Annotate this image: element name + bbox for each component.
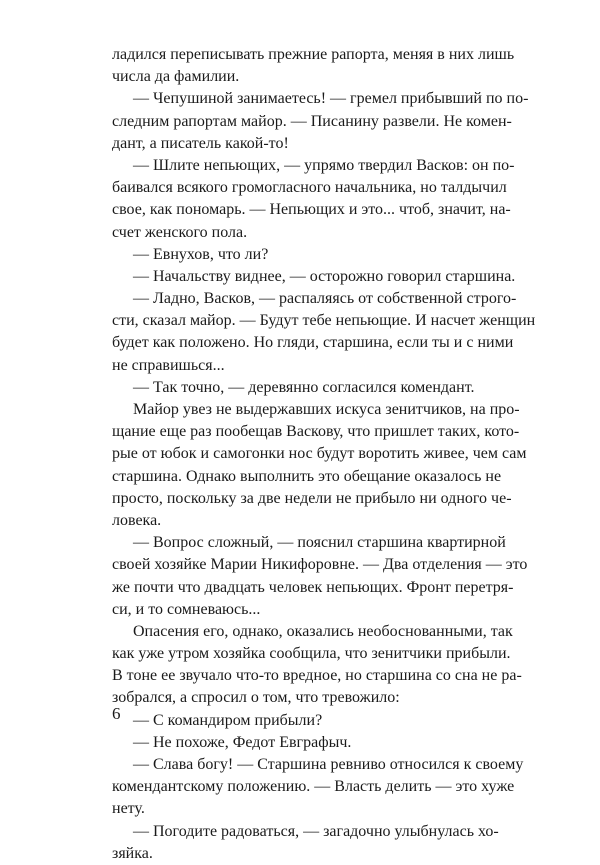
text-line: — С командиром прибыли?	[133, 711, 323, 729]
text-line: счет женского пола.	[112, 223, 248, 241]
text-line: — Так точно, — деревянно согласился комендант.	[133, 378, 475, 396]
text-line: В тоне ее звучало что-то вредное, но старшина со сна не ра-	[112, 667, 522, 685]
text-line: си, и то сомневаюсь...	[112, 600, 261, 618]
text-line: — Вопрос сложный, — пояснил старшина квартирной	[133, 534, 506, 552]
body-text	[112, 44, 536, 865]
text-line: рые от юбок и самогонки нос будут воротить живее, чем сам	[112, 445, 527, 463]
text-line: как уже утром хозяйка сообщила, что зенитчики прибыли.	[112, 645, 511, 663]
page-number: 6	[112, 704, 121, 723]
text-line: — Погодите радоваться, — загадочно улыбнулась хо-	[133, 822, 499, 840]
text-line: — Не похоже, Федот Евграфыч.	[133, 733, 352, 751]
text-line: Опасения его, однако, оказались необоснованными, так	[133, 622, 513, 640]
text-line: — Шлите непьющих, — упрямо твердил Васков: он по-	[133, 156, 515, 174]
text-line: зобрался, а спросил о том, что тревожило:	[112, 689, 400, 707]
text-line: просто, поскольку за две недели не прибыло ни одного че-	[112, 489, 512, 507]
text-line: — Слава богу! — Старшина ревниво относился к своему	[133, 756, 524, 773]
text-line: же почти что двадцать человек непьющих. Фронт перетря-	[112, 578, 514, 596]
text-line: щание еще раз пообещав Васкову, что пришлет таких, кото-	[112, 423, 520, 441]
text-line: будет как положено. Но гляди, старшина, если ты и с ними	[112, 334, 514, 352]
text-line: комендантскому положению. — Власть делить — это хуже	[112, 778, 515, 796]
text-line: не справишься...	[112, 356, 225, 374]
text-line: своей хозяйке Марии Никифоровне. — Два отделения — это	[112, 556, 528, 574]
text-line: дант, а писатель какой-то!	[112, 134, 289, 152]
text-line: — Начальству виднее, — осторожно говорил старшина.	[133, 267, 516, 285]
text-line: зяйка.	[112, 844, 153, 862]
text-line: ладился переписывать прежние рапорта, меняя в них лишь	[112, 46, 515, 63]
text-line: баивался всякого громогласного начальника, но талдычил	[112, 179, 507, 197]
text-line: сти, сказал майор. — Будут тебе непьющие. И насчет женщин	[112, 312, 536, 330]
text-line: следним рапортам майор. — Писанину развели. Не комен-	[112, 112, 512, 130]
text-line: числа да фамилии.	[112, 68, 240, 86]
text-line: ловека.	[112, 511, 162, 529]
text-line: — Евнухов, что ли?	[133, 245, 269, 263]
text-line: — Ладно, Васков, — распаляясь от собственной строго-	[133, 290, 517, 308]
text-line: свое, как пономарь. — Непьющих и это... чтоб, значит, на-	[112, 201, 511, 219]
text-line: старшина. Однако выполнить это обещание оказалось не	[112, 467, 502, 485]
text-line: нету.	[112, 800, 145, 818]
text-line: — Чепушиной занимаетесь! — гремел прибывший по по-	[133, 90, 529, 108]
text-line: Майор увез не выдержавших искуса зенитчиков, на про-	[133, 401, 520, 418]
